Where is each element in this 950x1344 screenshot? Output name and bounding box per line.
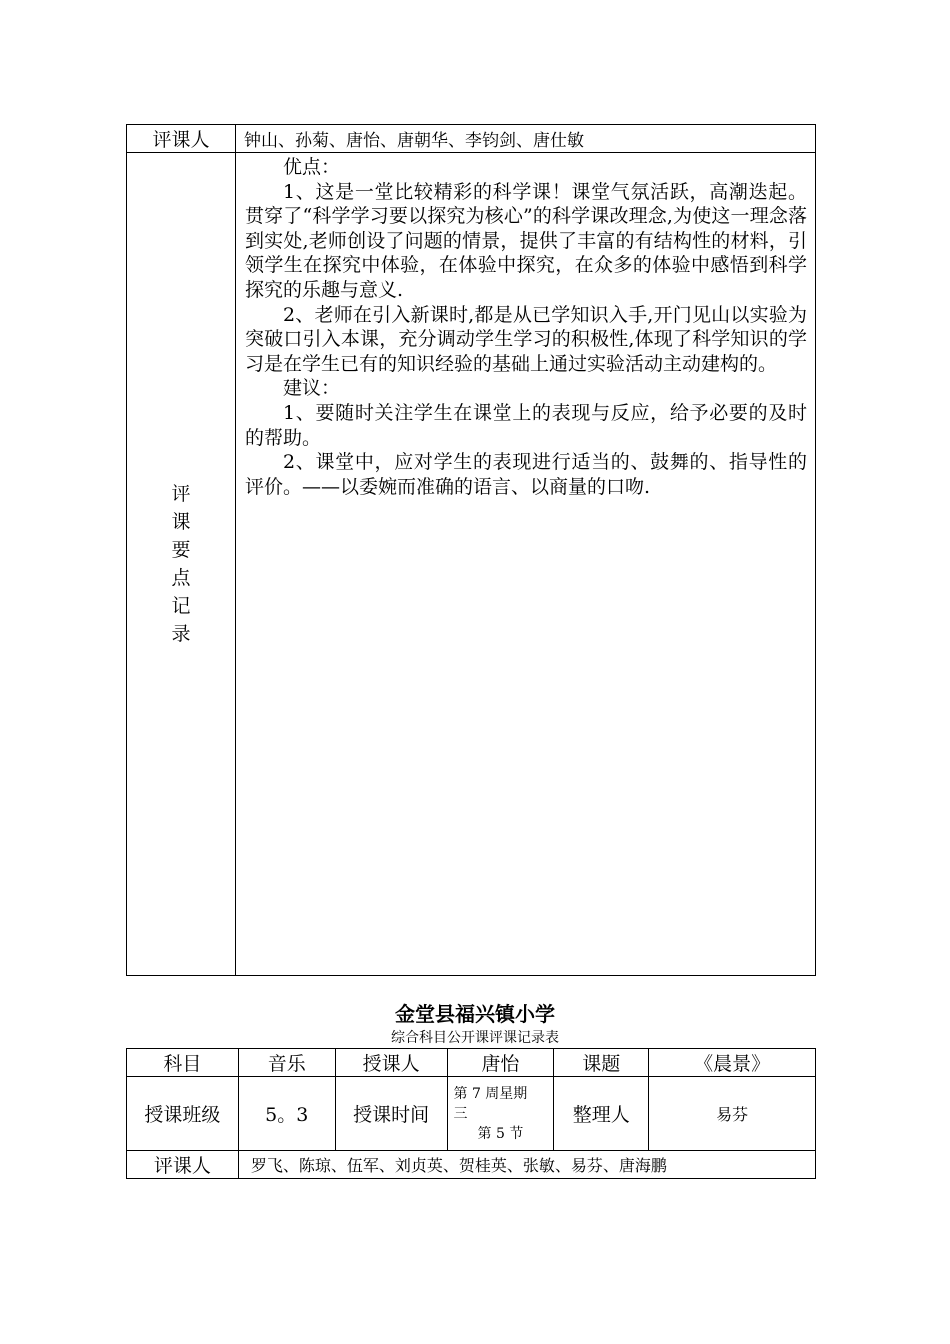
notes-heading-strengths: 优点：	[283, 156, 341, 178]
topic-label: 课题	[554, 1049, 649, 1077]
topic-value: 《晨景》	[649, 1049, 816, 1077]
class-label: 授课班级	[127, 1077, 239, 1151]
time-label: 授课时间	[335, 1077, 447, 1151]
time-day: 三	[453, 1105, 468, 1122]
organizer-value: 易芬	[649, 1077, 816, 1151]
teacher-label: 授课人	[335, 1049, 447, 1077]
subject-value: 音乐	[238, 1049, 335, 1077]
organizer-label: 整理人	[554, 1077, 649, 1151]
teacher-value: 唐怡	[447, 1049, 554, 1077]
notes-label-char: 录	[171, 623, 191, 645]
time-week: 第 7 周星期	[453, 1085, 528, 1102]
review-record-table-2	[126, 1048, 816, 1179]
time-period: 第 5 节	[477, 1125, 524, 1142]
school-name: 金堂县福兴镇小学	[395, 1002, 555, 1026]
notes-label-char: 要	[171, 539, 191, 561]
subject-label: 科目	[127, 1049, 239, 1077]
notes-label-char: 课	[171, 511, 191, 533]
reviewers-names: 钟山、孙菊、唐怡、唐朝华、李钧剑、唐仕敏	[236, 125, 816, 153]
time-value	[447, 1077, 554, 1151]
notes-heading-suggestions: 建议：	[283, 377, 341, 400]
reviewers-names-2: 罗飞、陈琼、伍军、刘贞英、贺桂英、张敏、易芬、唐海鹏	[238, 1151, 815, 1179]
notes-content	[236, 153, 816, 976]
notes-label	[127, 153, 236, 976]
notes-paragraph: 1、要随时关注学生在课堂上的表现与反应，给予必要的及时的帮助。	[245, 401, 807, 449]
notes-label-char: 评	[171, 483, 191, 505]
reviewers-label-2: 评课人	[127, 1151, 239, 1179]
notes-paragraph: 1、这是一堂比较精彩的科学课！课堂气氛活跃，高潮迭起。贯穿了“科学学习要以探究为核心”的科学课改理念,为使这一理念落到实处,老师创设了问题的情景，提供了丰富的有结构性的材料，引领学生在探究中体验，在体验中探究，在众多的体验中感悟到科学探究的乐趣与意义.	[245, 180, 807, 301]
notes-paragraph: 2、课堂中，应对学生的表现进行适当的、鼓舞的、指导性的评价。——以委婉而准确的语言、以商量的口吻.	[245, 451, 807, 498]
review-record-table-1	[126, 124, 816, 976]
notes-label-char: 记	[171, 595, 191, 617]
form-title: 综合科目公开课评课记录表	[391, 1030, 559, 1046]
class-value: 5。3	[238, 1077, 335, 1151]
reviewers-label: 评课人	[127, 125, 236, 153]
notes-label-char: 点	[171, 567, 191, 589]
notes-paragraph: 2、老师在引入新课时,都是从已学知识入手,开门见山以实验为突破口引入本课，充分调动学生学习的积极性,体现了科学知识的学习是在学生已有的知识经验的基础上通过实验活动主动建构的。	[245, 303, 807, 375]
